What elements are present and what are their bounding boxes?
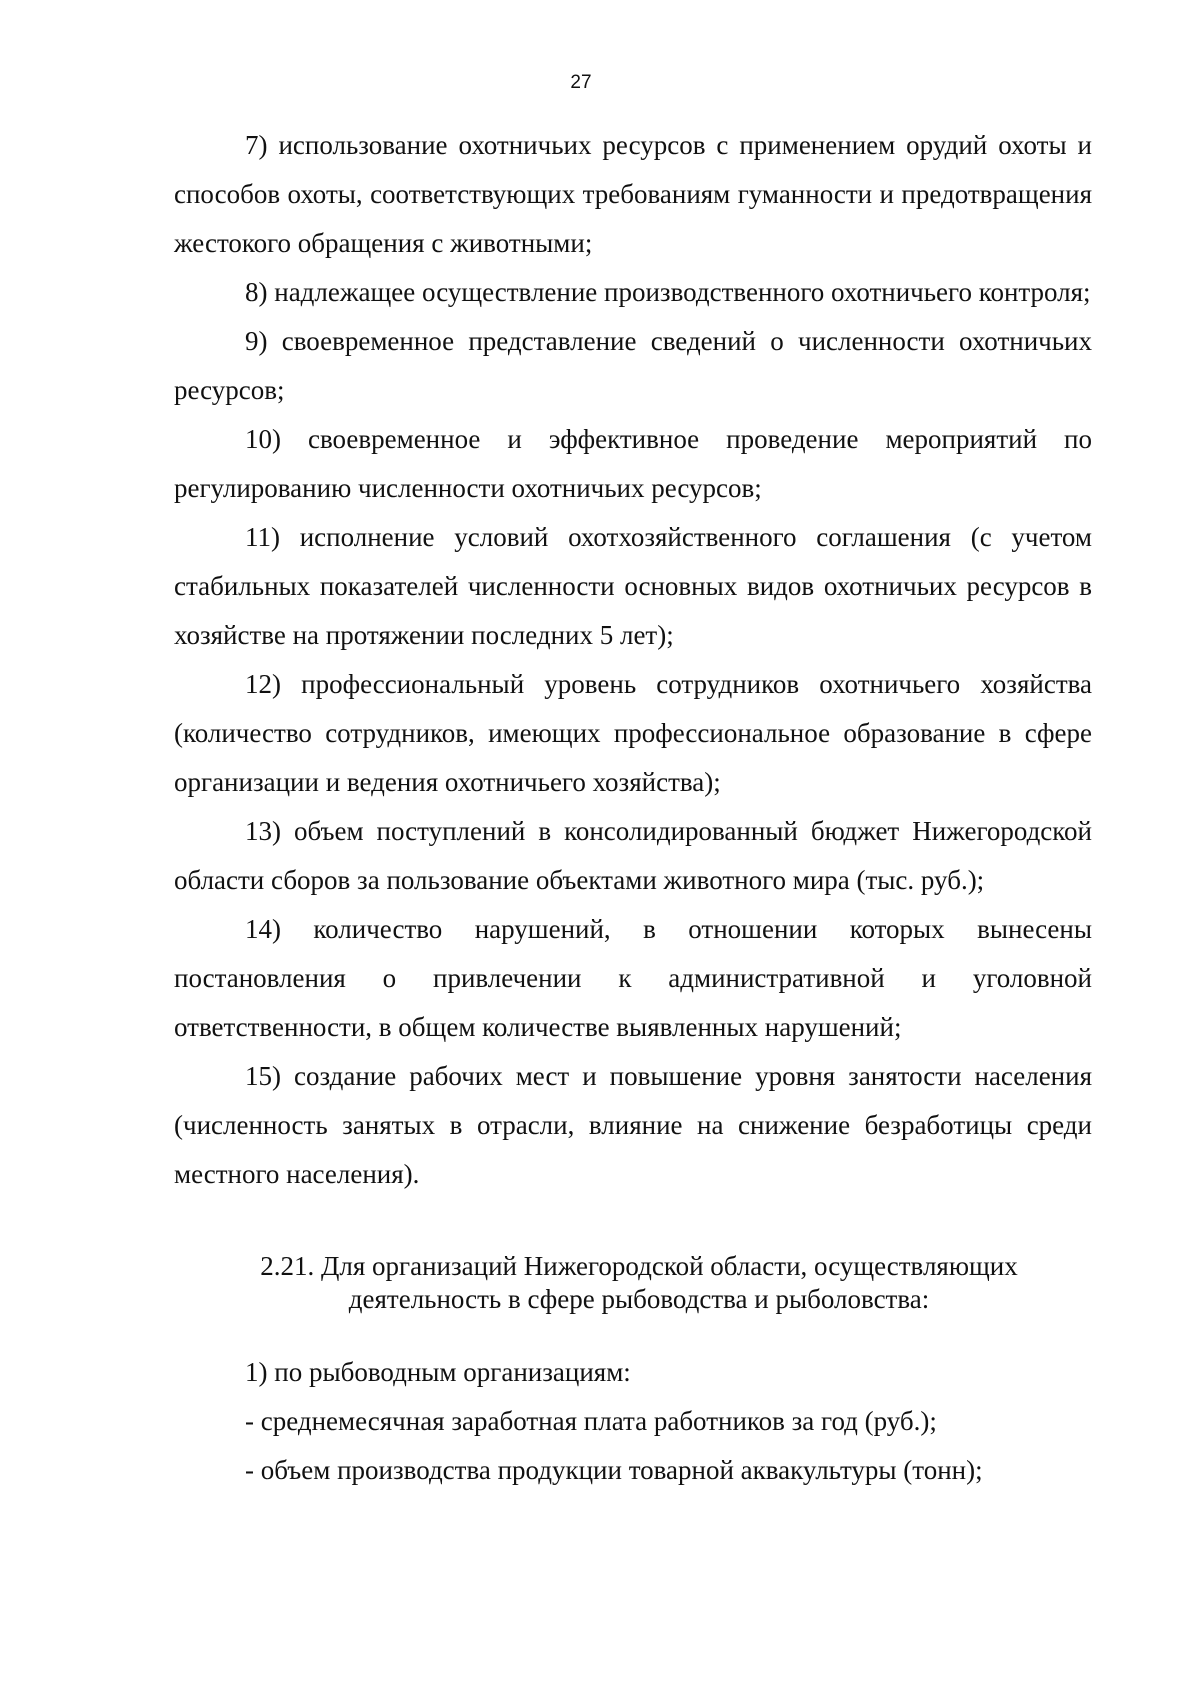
paragraph-item-14: 14) количество нарушений, в отношении которых вынесены постановления о привлечении к административной и уголовной ответственности, в общем количестве выявленных нарушений; [174, 914, 1092, 1042]
paragraph-item-9: 9) своевременное представление сведений о численности охотничьих ресурсов; [174, 326, 1092, 405]
document-body [174, 121, 1092, 1495]
section-heading-line-2: деятельность в сфере рыбоводства и рыболовства: [348, 1284, 930, 1314]
paragraph-item-8: 8) надлежащее осуществление производственного охотничьего контроля; [245, 277, 1091, 307]
list-intro: 1) по рыбоводным организациям: [245, 1357, 631, 1387]
page-number: 27 [570, 72, 592, 93]
paragraph-item-11: 11) исполнение условий охотхозяйственного соглашения (с учетом стабильных показателей численности основных видов охотничьих ресурсов в хозяйстве на протяжении последних 5 лет); [174, 522, 1092, 650]
list-item: - объем производства продукции товарной аквакультуры (тонн); [245, 1455, 983, 1485]
paragraph-item-7: 7) использование охотничьих ресурсов с применением орудий охоты и способов охоты, соответствующих требованиям гуманности и предотвращения жестокого обращения с животными; [174, 130, 1092, 258]
section-heading-line-1: 2.21. Для организаций Нижегородской области, осуществляющих [260, 1251, 1018, 1281]
list-item: - среднемесячная заработная плата работников за год (руб.); [245, 1406, 937, 1436]
paragraph-item-15: 15) создание рабочих мест и повышение уровня занятости населения (численность занятых в отрасли, влияние на снижение безработицы среди местного населения). [174, 1061, 1092, 1189]
paragraph-item-10: 10) своевременное и эффективное проведение мероприятий по регулированию численности охотничьих ресурсов; [174, 424, 1092, 503]
paragraph-item-13: 13) объем поступлений в консолидированный бюджет Нижегородской области сборов за пользование объектами животного мира (тыс. руб.); [174, 816, 1092, 895]
paragraph-item-12: 12) профессиональный уровень сотрудников охотничьего хозяйства (количество сотрудников, имеющих профессиональное образование в сфере организации и ведения охотничьего хозяйства); [174, 669, 1092, 797]
section-heading [174, 1250, 1092, 1316]
